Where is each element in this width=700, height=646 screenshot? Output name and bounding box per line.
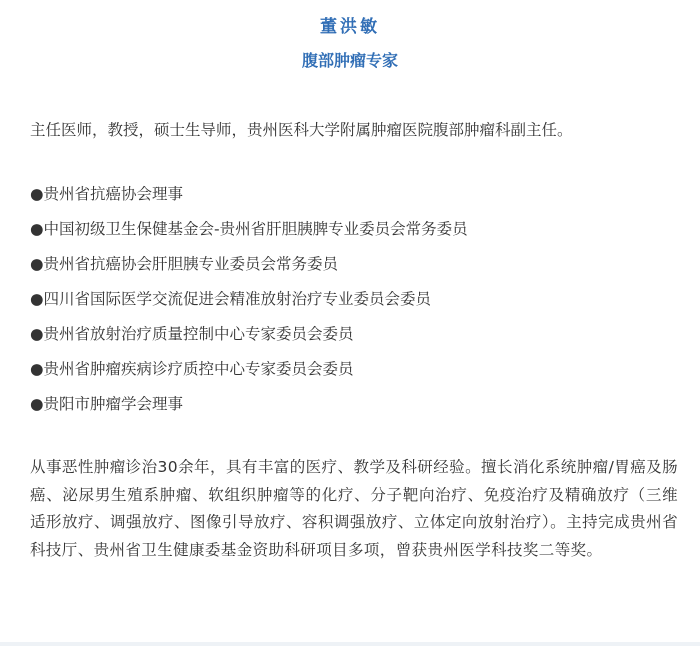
roles-list [30,183,680,428]
bottom-divider [0,642,700,646]
specialty-title: 腹部肿瘤专家 [301,51,398,70]
intro-paragraph: 主任医师，教授，硕士生导师，贵州医科大学附属肿瘤医院腹部肿瘤科副主任。 [30,121,573,139]
list-item: ●中国初级卫生保健基金会-贵州省肝胆胰脾专业委员会常务委员 [30,220,468,238]
list-item: ●贵州省抗癌协会理事 [30,185,184,203]
list-item: ●贵州省放射治疗质量控制中心专家委员会委员 [30,325,354,343]
list-item: ●贵州省抗癌协会肝胆胰专业委员会常务委员 [30,255,339,273]
bio-paragraph: 从事恶性肿瘤诊治30余年，具有丰富的医疗、教学及科研经验。擅长消化系统肿瘤/胃癌及肠癌、泌尿男生殖系肿瘤、软组织肿瘤等的化疗、分子靶向治疗、免疫治疗及精确放疗（三维适形放疗、调强放疗、图像引导放疗、容积调强放疗、立体定向放射治疗）。主持完成贵州省科技厅、贵州省卫生健康委基金资助科研项目多项，曾获贵州医学科技奖二等奖。 [30,458,678,559]
doctor-name: 董洪敏 [320,17,380,37]
list-item: ●贵阳市肿瘤学会理事 [30,395,184,413]
list-item: ●贵州省肿瘤疾病诊疗质控中心专家委员会委员 [30,360,354,378]
list-item: ●四川省国际医学交流促进会精准放射治疗专业委员会委员 [30,290,432,308]
